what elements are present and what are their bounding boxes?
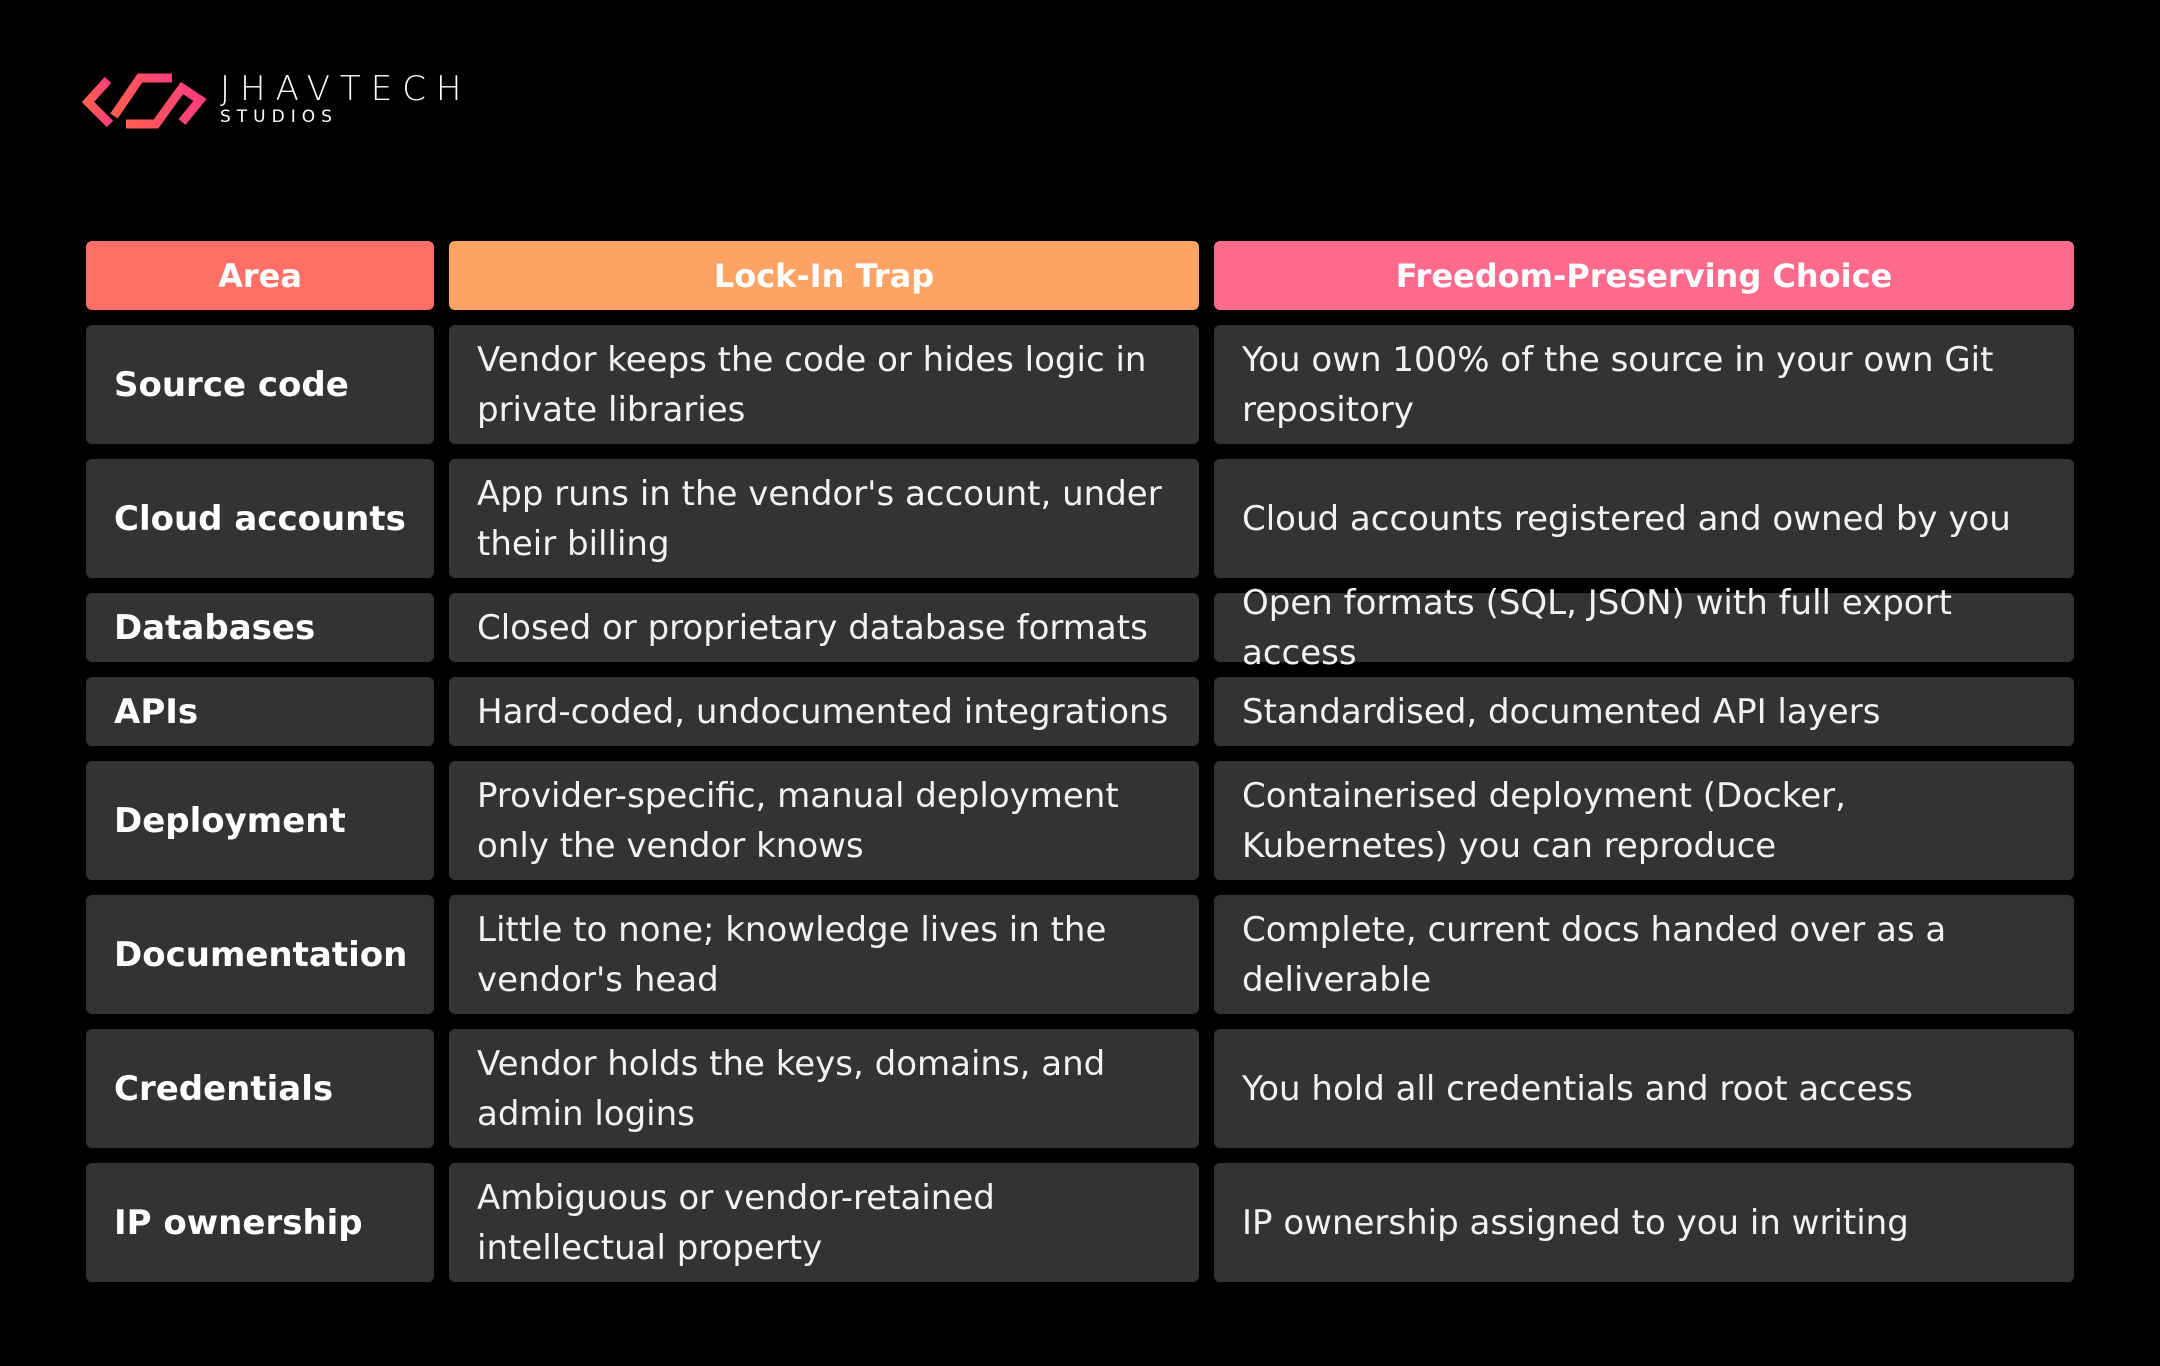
freedom-cell: Containerised deployment (Docker, Kubernetes) you can reproduce [1214,761,2074,880]
table-row [86,761,2074,880]
trap-cell: Closed or proprietary database formats [449,593,1199,662]
trap-cell: Ambiguous or vendor-retained intellectual property [449,1163,1199,1282]
table-row [86,677,2074,746]
area-cell: Cloud accounts [86,459,434,578]
area-cell: Deployment [86,761,434,880]
trap-cell: App runs in the vendor's account, under their billing [449,459,1199,578]
table-row [86,895,2074,1014]
table-row [86,325,2074,444]
trap-cell: Provider-specific, manual deployment only the vendor knows [449,761,1199,880]
area-cell: Credentials [86,1029,434,1148]
freedom-cell: You hold all credentials and root access [1214,1029,2074,1148]
header-area: Area [86,241,434,310]
comparison-table [86,241,2074,1282]
trap-cell: Hard-coded, undocumented integrations [449,677,1199,746]
table-row [86,1029,2074,1148]
brand-logo [80,66,472,132]
area-cell: Source code [86,325,434,444]
freedom-cell: IP ownership assigned to you in writing [1214,1163,2074,1282]
trap-cell: Vendor keeps the code or hides logic in private libraries [449,325,1199,444]
code-brackets-logo-icon [80,66,212,132]
freedom-cell: Standardised, documented API layers [1214,677,2074,746]
table-row [86,1163,2074,1282]
trap-cell: Vendor holds the keys, domains, and admin logins [449,1029,1199,1148]
area-cell: IP ownership [86,1163,434,1282]
table-row [86,459,2074,578]
area-cell: Documentation [86,895,434,1014]
area-cell: Databases [86,593,434,662]
table-row [86,582,2074,673]
header-freedom-choice: Freedom-Preserving Choice [1214,241,2074,310]
header-lock-in-trap: Lock-In Trap [449,241,1199,310]
freedom-cell: You own 100% of the source in your own Git repository [1214,325,2074,444]
brand-subtitle: STUDIOS [220,107,338,127]
area-cell: APIs [86,677,434,746]
trap-cell: Little to none; knowledge lives in the vendor's head [449,895,1199,1014]
brand-name: JHAVTECH [220,69,472,109]
table-header-row [86,241,2074,310]
freedom-cell: Open formats (SQL, JSON) with full export access [1214,593,2074,662]
freedom-cell: Complete, current docs handed over as a deliverable [1214,895,2074,1014]
freedom-cell: Cloud accounts registered and owned by you [1214,459,2074,578]
